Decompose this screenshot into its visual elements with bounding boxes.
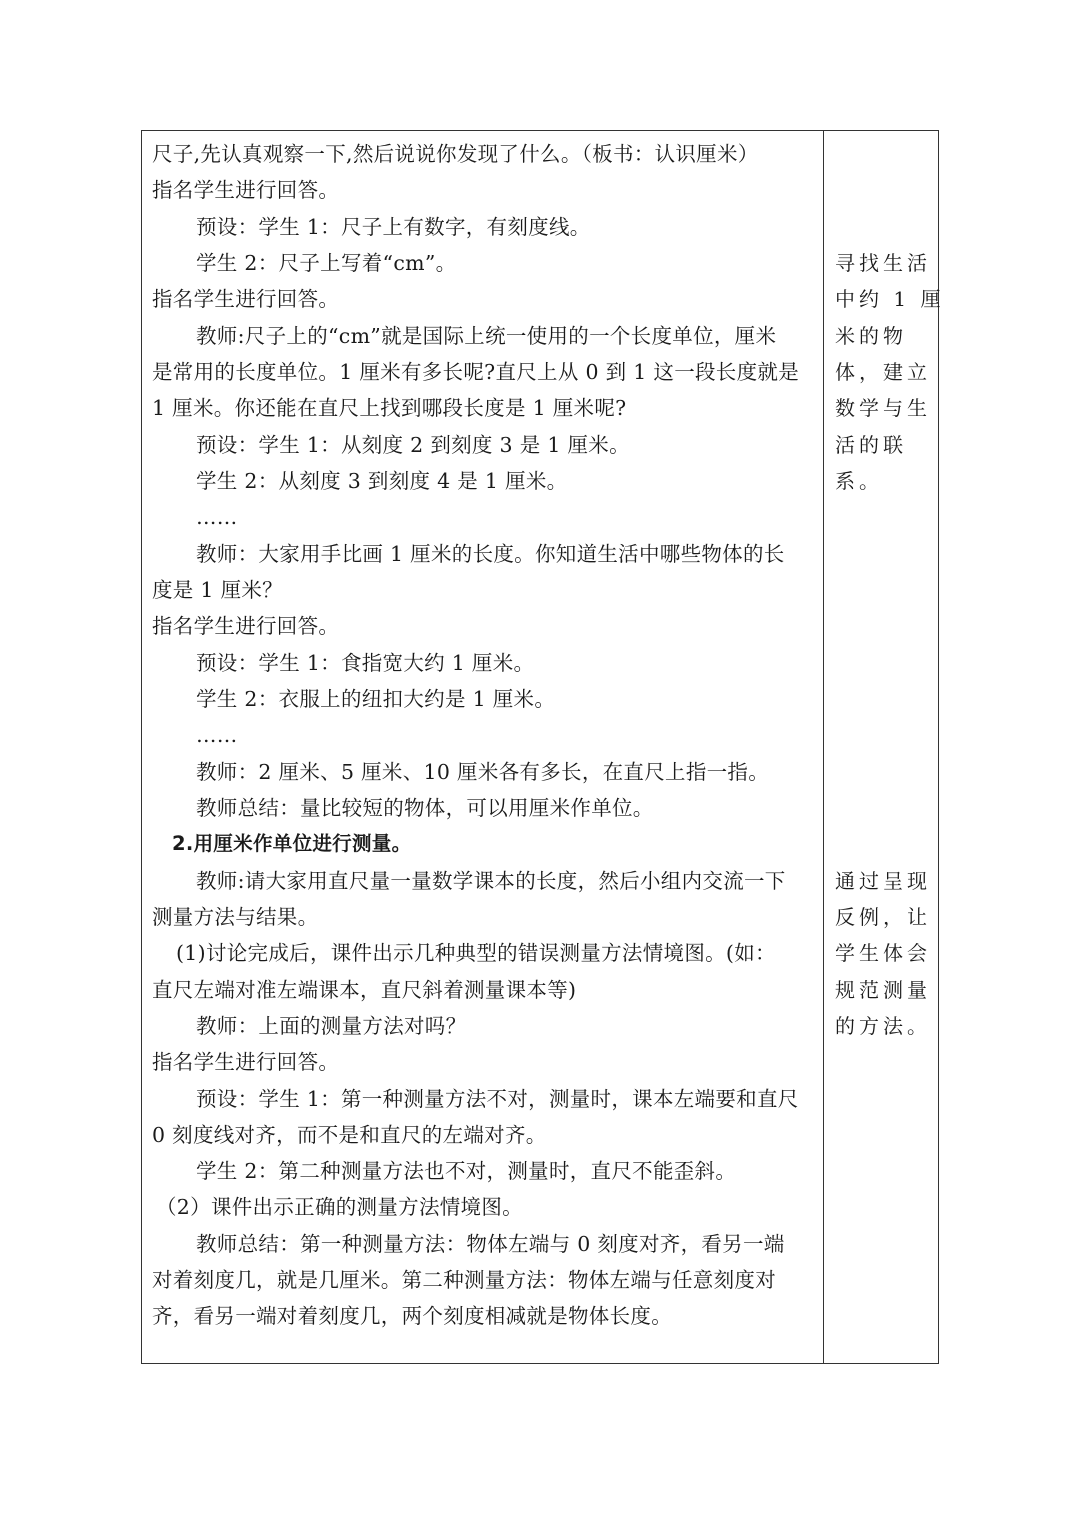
text-line: 学生 2：衣服上的纽扣大约是 1 厘米。 [196, 687, 556, 711]
lesson-table [141, 130, 945, 1364]
text-line: …… [196, 505, 238, 529]
text-line: 教师总结：第一种测量方法：物体左端与 0 刻度对齐，看另一端 [196, 1232, 785, 1256]
text-line: 学生 2：第二种测量方法也不对，测量时，直尺不能歪斜。 [196, 1159, 737, 1183]
note-line: 的方法。 [835, 1014, 931, 1038]
text-line: 教师：2 厘米、5 厘米、10 厘米各有多长，在直尺上指一指。 [196, 760, 770, 784]
note-line: 反例，让 [835, 905, 931, 929]
text-line: 教师总结：量比较短的物体，可以用厘米作单位。 [196, 796, 654, 820]
note-line: 学生体会 [835, 941, 931, 965]
text-line: 0 刻度线对齐，而不是和直尺的左端对齐。 [152, 1123, 547, 1147]
text-line: 齐，看另一端对着刻度几，两个刻度相减就是物体长度。 [152, 1304, 672, 1328]
note-line: 中约 1 厘 [835, 287, 945, 311]
text-line: （2）课件出示正确的测量方法情境图。 [156, 1195, 523, 1219]
text-line: 测量方法与结果。 [152, 905, 319, 929]
text-line: 1 厘米。你还能在直尺上找到哪段长度是 1 厘米呢? [152, 396, 627, 420]
section-heading: 2.用厘米作单位进行测量。 [172, 832, 412, 855]
text-line: 是常用的长度单位。1 厘米有多长呢?直尺上从 0 到 1 这一段长度就是 [152, 360, 799, 384]
note-line: 活的联 [835, 433, 907, 457]
text-line: 指名学生进行回答。 [152, 178, 340, 202]
note-line: 系。 [835, 469, 883, 493]
text-line: (1)讨论完成后，课件出示几种典型的错误测量方法情境图。(如： [176, 941, 776, 965]
text-line: 指名学生进行回答。 [152, 287, 340, 311]
text-line: 教师：上面的测量方法对吗？ [196, 1014, 467, 1038]
text-line: 学生 2：尺子上写着“cm”。 [196, 251, 457, 275]
note-line: 数学与生 [835, 396, 931, 420]
note-line: 寻找生活 [835, 251, 931, 275]
text-line: …… [196, 723, 238, 747]
text-line: 预设：学生 1：食指宽大约 1 厘米。 [196, 651, 535, 675]
note-line: 通过呈现 [835, 869, 931, 893]
text-line: 直尺左端对准左端课本，直尺斜着测量课本等) [152, 978, 577, 1002]
note-line: 米的物 [835, 324, 907, 348]
text-line: 学生 2：从刻度 3 到刻度 4 是 1 厘米。 [196, 469, 568, 493]
text-line: 教师：大家用手比画 1 厘米的长度。你知道生活中哪些物体的长 [196, 542, 785, 566]
column-divider [823, 131, 824, 1363]
note-line: 体，建立 [835, 360, 931, 384]
note-line: 规范测量 [835, 978, 931, 1002]
text-line: 指名学生进行回答。 [152, 1050, 340, 1074]
text-line: 尺子,先认真观察一下,然后说说你发现了什么。（板书：认识厘米） [152, 142, 759, 166]
text-line: 教师:尺子上的“cm”就是国际上统一使用的一个长度单位，厘米 [196, 324, 777, 348]
text-line: 预设：学生 1：从刻度 2 到刻度 3 是 1 厘米。 [196, 433, 630, 457]
text-line: 教师:请大家用直尺量一量数学课本的长度，然后小组内交流一下 [196, 869, 786, 893]
text-line: 预设：学生 1：尺子上有数字，有刻度线。 [196, 215, 591, 239]
text-line: 对着刻度几，就是几厘米。第二种测量方法：物体左端与任意刻度对 [152, 1268, 776, 1292]
text-line: 预设：学生 1：第一种测量方法不对，测量时，课本左端要和直尺 [196, 1087, 799, 1111]
text-line: 指名学生进行回答。 [152, 614, 340, 638]
text-line: 度是 1 厘米？ [152, 578, 283, 602]
